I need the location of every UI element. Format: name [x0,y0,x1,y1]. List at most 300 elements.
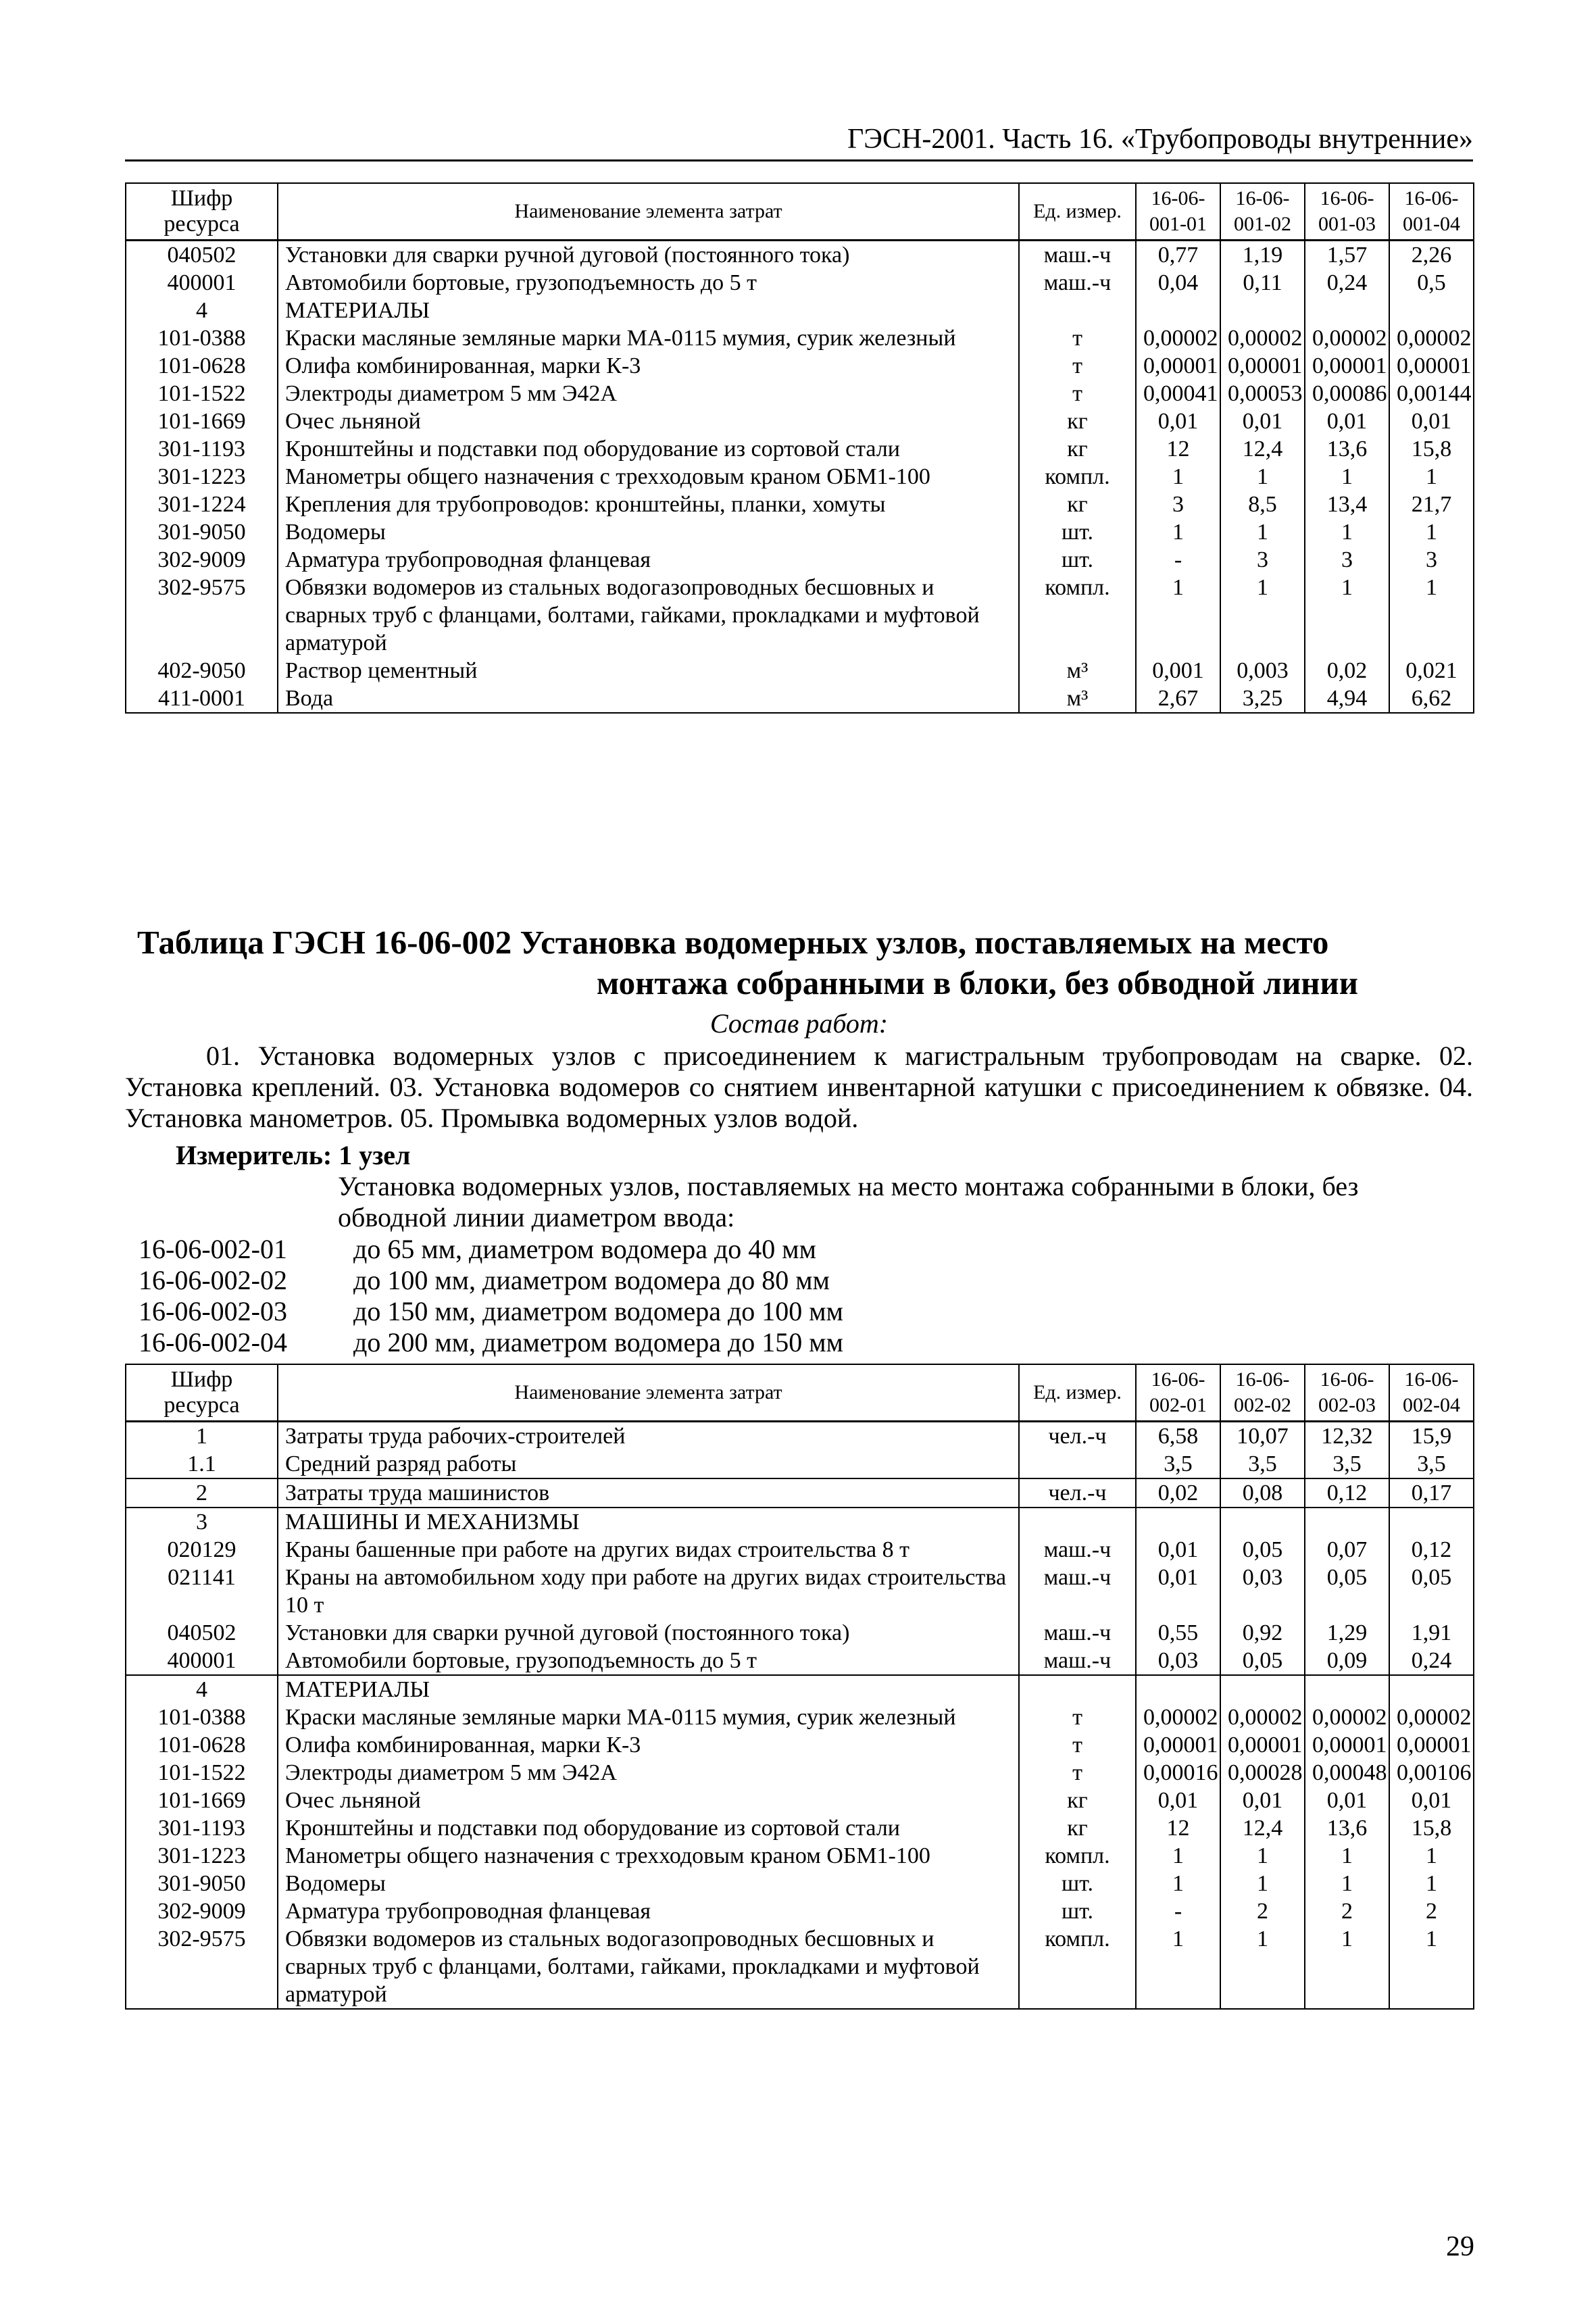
norm-value: 0,77 [1136,241,1220,270]
unit-of-measure: компл. [1019,463,1136,491]
norm-value: 0,03 [1136,1647,1220,1675]
table-row [126,1450,1474,1478]
table-row [126,1703,1474,1731]
cost-element-name: Установки для сварки ручной дуговой (постоянного тока) [278,241,1019,270]
table-row [126,352,1474,380]
norm-value: 0,00001 [1136,1731,1220,1759]
norm-value: 1 [1389,1870,1474,1897]
table-row [126,1897,1474,1925]
norm-value: 12 [1136,435,1220,463]
table-row [126,491,1474,518]
unit-of-measure: маш.-ч [1019,269,1136,297]
norm-value [1136,1508,1220,1536]
norm-value: 1,29 [1305,1619,1389,1647]
norm-value [1389,1508,1474,1536]
unit-of-measure: шт. [1019,518,1136,546]
resource-code: 301-1193 [126,435,278,463]
cost-element-name: МАШИНЫ И МЕХАНИЗМЫ [278,1508,1019,1536]
norm-value: 0,00002 [1136,324,1220,352]
works-description: 01. Установка водомерных узлов с присоединением к магистральным трубопроводам на сварке. 02. Установка креплений. 03. Установка водомеров со снятием инвентарной катушки с присоединением к обвязке. 04. Установка манометров. 05. Промывка водомерных узлов водой. [125,1041,1473,1133]
norm-value: 1 [1220,518,1305,546]
cost-element-name: Обвязки водомеров из стальных водогазопроводных бесшовных и сварных труб с фланцами, болтами, гайками, прокладками и муфтовой арматурой [278,1925,1019,2009]
resource-code: 400001 [126,269,278,297]
norm-value [1305,297,1389,324]
variant-text: до 65 мм, диаметром водомера до 40 мм [353,1234,816,1264]
table-row [126,518,1474,546]
norm-value: 0,00001 [1389,1731,1474,1759]
norm-value: 1 [1389,1842,1474,1870]
resource-code: 101-0388 [126,1703,278,1731]
norm-value: 12,32 [1305,1422,1389,1451]
table-row [126,269,1474,297]
unit-of-measure: т [1019,1731,1136,1759]
norm-value: 0,00001 [1220,352,1305,380]
table-row [126,435,1474,463]
norm-value: 1 [1305,1870,1389,1897]
norm-value: 0,09 [1305,1647,1389,1675]
unit-of-measure [1019,1508,1136,1536]
header-col-4: 16-06-001-04 [1389,183,1474,241]
norm-value: 1 [1305,574,1389,657]
norm-value: 21,7 [1389,491,1474,518]
norm-value: 0,00053 [1220,380,1305,407]
norm-value: 0,01 [1305,1787,1389,1814]
norm-value: 0,12 [1389,1536,1474,1564]
norm-value: 0,00144 [1389,380,1474,407]
table-row [126,684,1474,713]
variant-item [139,1234,816,1265]
section-row [126,297,1474,324]
table-row [126,1925,1474,2009]
norm-value: 13,4 [1305,491,1389,518]
section-row [126,1675,1474,1703]
table-row [126,380,1474,407]
unit-of-measure: т [1019,324,1136,352]
unit-of-measure: маш.-ч [1019,1647,1136,1675]
norm-value: 0,00001 [1305,1731,1389,1759]
norm-value: 0,03 [1220,1564,1305,1619]
norm-value [1389,297,1474,324]
norm-value [1220,297,1305,324]
norm-value: 12 [1136,1814,1220,1842]
table-row [126,407,1474,435]
resource-code: 101-1522 [126,380,278,407]
table-row [126,1478,1474,1508]
norm-value: 0,00002 [1389,324,1474,352]
norm-value [1305,1508,1389,1536]
cost-element-name: Затраты труда рабочих-строителей [278,1422,1019,1451]
works-caption: Состав работ: [709,1008,889,1039]
table-row [126,241,1474,270]
header-unit: Ед. измер. [1019,183,1136,241]
variant-item [139,1327,843,1358]
cost-element-name: Арматура трубопроводная фланцевая [278,546,1019,574]
resource-code: 040502 [126,1619,278,1647]
unit-of-measure: кг [1019,407,1136,435]
unit-of-measure: м³ [1019,657,1136,684]
norm-value: 1 [1136,1870,1220,1897]
unit-of-measure: маш.-ч [1019,1619,1136,1647]
resource-code: 101-0628 [126,352,278,380]
cost-element-name: Очес льняной [278,407,1019,435]
resource-code: 101-0628 [126,1731,278,1759]
norm-value: 1 [1305,518,1389,546]
table-row [126,1842,1474,1870]
header-rule [125,159,1473,161]
norm-value: 3 [1389,546,1474,574]
norm-value: 3,5 [1220,1450,1305,1478]
cost-element-name: Кронштейны и подставки под оборудование из сортовой стали [278,435,1019,463]
table-row [126,463,1474,491]
table-row [126,324,1474,352]
unit-of-measure: маш.-ч [1019,241,1136,270]
cost-element-name: Раствор цементный [278,657,1019,684]
cost-element-name: Очес льняной [278,1787,1019,1814]
cost-element-name: Водомеры [278,1870,1019,1897]
norm-value: 1 [1220,463,1305,491]
norm-value: 12,4 [1220,435,1305,463]
norm-value: 0,01 [1136,407,1220,435]
header-col-2: 16-06-002-02 [1220,1364,1305,1422]
table-row [126,1814,1474,1842]
cost-element-name: МАТЕРИАЛЫ [278,1675,1019,1703]
norm-value: 1 [1389,518,1474,546]
cost-element-name: Вода [278,684,1019,713]
norm-value: 0,5 [1389,269,1474,297]
norm-value: 1,19 [1220,241,1305,270]
norm-value: 0,00028 [1220,1759,1305,1787]
unit-of-measure: маш.-ч [1019,1536,1136,1564]
resource-code: 301-9050 [126,518,278,546]
norm-value: 0,00002 [1220,324,1305,352]
norm-value: 0,00002 [1136,1703,1220,1731]
unit-of-measure: кг [1019,1787,1136,1814]
norm-value: 0,02 [1305,657,1389,684]
resource-code: 301-9050 [126,1870,278,1897]
page-header: ГЭСН-2001. Часть 16. «Трубопроводы внутренние» [847,124,1473,155]
norm-value: 1 [1136,1925,1220,2009]
cost-element-name: Автомобили бортовые, грузоподъемность до 5 т [278,1647,1019,1675]
norm-value: 1,91 [1389,1619,1474,1647]
resource-code: 1.1 [126,1450,278,1478]
norm-value: 0,01 [1305,407,1389,435]
unit-of-measure: м³ [1019,684,1136,713]
variant-code: 16-06-002-04 [139,1327,287,1358]
cost-element-name: Автомобили бортовые, грузоподъемность до 5 т [278,269,1019,297]
norm-value: 12,4 [1220,1814,1305,1842]
norm-value: 0,17 [1389,1478,1474,1508]
header-code: Шифр ресурса [126,1364,278,1422]
norm-value: 0,05 [1305,1564,1389,1619]
norm-value: 1 [1305,1925,1389,2009]
resource-code: 302-9009 [126,546,278,574]
norm-value: 0,00086 [1305,380,1389,407]
table-row [126,1870,1474,1897]
variant-text: до 100 мм, диаметром водомера до 80 мм [353,1265,830,1295]
header-col-2: 16-06-001-02 [1220,183,1305,241]
norm-value: 3,25 [1220,684,1305,713]
table-title [125,922,1473,1003]
norm-value: 0,07 [1305,1536,1389,1564]
resource-code: 402-9050 [126,657,278,684]
table-row [126,657,1474,684]
norm-value: - [1136,1897,1220,1925]
measure-unit: Измеритель: 1 узел [176,1140,411,1170]
header-col-3: 16-06-002-03 [1305,1364,1389,1422]
norm-value: 0,00041 [1136,380,1220,407]
resource-code: 3 [126,1508,278,1536]
cost-element-name: Краны на автомобильном ходу при работе на других видах строительства 10 т [278,1564,1019,1619]
unit-of-measure: компл. [1019,1842,1136,1870]
header-name: Наименование элемента затрат [278,1364,1019,1422]
header-col-1: 16-06-001-01 [1136,183,1220,241]
norm-value: 8,5 [1220,491,1305,518]
norm-value: 3 [1305,546,1389,574]
cost-element-name: Водомеры [278,518,1019,546]
page-number: 29 [1446,2231,1474,2262]
header-unit: Ед. измер. [1019,1364,1136,1422]
norm-value: 1,57 [1305,241,1389,270]
resource-code: 400001 [126,1647,278,1675]
norm-value: 10,07 [1220,1422,1305,1451]
norm-value: 2 [1389,1897,1474,1925]
norm-value: 0,12 [1305,1478,1389,1508]
norm-value: 15,8 [1389,1814,1474,1842]
norm-value [1305,1675,1389,1703]
header-col-3: 16-06-001-03 [1305,183,1389,241]
norm-value: 0,08 [1220,1478,1305,1508]
norm-value: 0,01 [1136,1787,1220,1814]
norm-value: 3,5 [1305,1450,1389,1478]
norm-value: 2 [1220,1897,1305,1925]
norm-value: 0,05 [1220,1536,1305,1564]
norm-value: 0,001 [1136,657,1220,684]
cost-element-name: Крепления для трубопроводов: кронштейны, планки, хомуты [278,491,1019,518]
resource-code: 101-1669 [126,407,278,435]
table-row [126,546,1474,574]
resource-code: 301-1223 [126,1842,278,1870]
unit-of-measure: чел.-ч [1019,1478,1136,1508]
norm-value: 6,58 [1136,1422,1220,1451]
header-col-4: 16-06-002-04 [1389,1364,1474,1422]
norm-value: 0,00002 [1305,324,1389,352]
unit-of-measure: компл. [1019,1925,1136,2009]
norm-value: - [1136,546,1220,574]
norm-value: 3,5 [1389,1450,1474,1478]
table-row [126,1536,1474,1564]
unit-of-measure: чел.-ч [1019,1422,1136,1451]
norm-value: 0,92 [1220,1619,1305,1647]
cost-element-name: Кронштейны и подставки под оборудование из сортовой стали [278,1814,1019,1842]
unit-of-measure: компл. [1019,574,1136,657]
variant-item [139,1265,830,1296]
norm-value: 15,9 [1389,1422,1474,1451]
cost-element-name: Манометры общего назначения с трехходовым краном ОБМ1-100 [278,1842,1019,1870]
cost-element-name: Затраты труда машинистов [278,1478,1019,1508]
variant-text: до 200 мм, диаметром водомера до 150 мм [353,1327,843,1358]
table-row [126,574,1474,657]
norm-value: 0,55 [1136,1619,1220,1647]
variant-code: 16-06-002-01 [139,1234,287,1264]
norm-value: 15,8 [1389,435,1474,463]
norm-value: 0,00001 [1220,1731,1305,1759]
norm-value: 0,01 [1220,1787,1305,1814]
unit-of-measure: шт. [1019,1897,1136,1925]
cost-element-name: МАТЕРИАЛЫ [278,297,1019,324]
cost-element-name: Установки для сварки ручной дуговой (постоянного тока) [278,1619,1019,1647]
variant-code: 16-06-002-02 [139,1265,287,1295]
table-header-row [126,1364,1474,1422]
resource-code: 301-1223 [126,463,278,491]
unit-of-measure: кг [1019,435,1136,463]
norm-value: 1 [1389,463,1474,491]
norm-value [1136,297,1220,324]
norm-value: 1 [1305,1842,1389,1870]
norm-value: 0,01 [1220,407,1305,435]
norm-value: 0,00002 [1305,1703,1389,1731]
table-row [126,1422,1474,1451]
norm-value: 0,11 [1220,269,1305,297]
unit-of-measure: кг [1019,1814,1136,1842]
unit-of-measure [1019,1450,1136,1478]
norm-value: 1 [1220,1925,1305,2009]
norm-value: 0,01 [1136,1564,1220,1619]
cost-element-name: Арматура трубопроводная фланцевая [278,1897,1019,1925]
variant-text: до 150 мм, диаметром водомера до 100 мм [353,1296,843,1326]
norm-value: 2 [1305,1897,1389,1925]
unit-of-measure [1019,297,1136,324]
norm-value: 0,04 [1136,269,1220,297]
cost-element-name: Краны башенные при работе на других видах строительства 8 т [278,1536,1019,1564]
norm-value: 1 [1136,574,1220,657]
norm-value: 0,00048 [1305,1759,1389,1787]
variants-intro: Установка водомерных узлов, поставляемых на место монтажа собранными в блоки, без обводной линии диаметром ввода: [338,1171,1359,1233]
norm-value: 1 [1389,1925,1474,2009]
resource-code: 2 [126,1478,278,1508]
resource-code: 020129 [126,1536,278,1564]
norm-value: 0,021 [1389,657,1474,684]
norm-value: 4,94 [1305,684,1389,713]
resource-code: 4 [126,1675,278,1703]
norm-value: 1 [1220,1842,1305,1870]
table-title-line-2: монтажа собранными в блоки, без обводной линии [596,964,1358,1001]
resource-code: 101-1522 [126,1759,278,1787]
resource-code: 101-1669 [126,1787,278,1814]
table-row [126,1731,1474,1759]
norm-value: 13,6 [1305,435,1389,463]
header-col-1: 16-06-002-01 [1136,1364,1220,1422]
table-row [126,1619,1474,1647]
resource-code: 302-9009 [126,1897,278,1925]
norm-value: 0,003 [1220,657,1305,684]
norm-value [1220,1508,1305,1536]
resource-table-2 [125,1364,1474,2010]
norm-value: 1 [1389,574,1474,657]
unit-of-measure: маш.-ч [1019,1564,1136,1619]
cost-element-name: Электроды диаметром 5 мм Э42А [278,380,1019,407]
norm-value: 13,6 [1305,1814,1389,1842]
norm-value: 0,24 [1305,269,1389,297]
unit-of-measure: т [1019,1759,1136,1787]
norm-value: 3 [1220,546,1305,574]
unit-of-measure: шт. [1019,546,1136,574]
resource-code: 040502 [126,241,278,270]
norm-value: 3,5 [1136,1450,1220,1478]
norm-value: 3 [1136,491,1220,518]
norm-value: 1 [1136,518,1220,546]
table-row [126,1787,1474,1814]
cost-element-name: Олифа комбинированная, марки К-3 [278,1731,1019,1759]
table-title-line-1: Таблица ГЭСН 16-06-002 Установка водомерных узлов, поставляемых на место [137,924,1329,961]
cost-element-name: Манометры общего назначения с трехходовым краном ОБМ1-100 [278,463,1019,491]
norm-value: 2,67 [1136,684,1220,713]
norm-value: 2,26 [1389,241,1474,270]
norm-value: 0,05 [1220,1647,1305,1675]
unit-of-measure: кг [1019,491,1136,518]
norm-value: 6,62 [1389,684,1474,713]
norm-value: 0,01 [1389,407,1474,435]
resource-code: 101-0388 [126,324,278,352]
header-code: Шифр ресурса [126,183,278,241]
resource-code: 411-0001 [126,684,278,713]
norm-value [1389,1675,1474,1703]
norm-value: 1 [1220,1870,1305,1897]
unit-of-measure [1019,1675,1136,1703]
norm-value: 0,01 [1136,1536,1220,1564]
norm-value: 0,00106 [1389,1759,1474,1787]
resource-code: 301-1193 [126,1814,278,1842]
norm-value: 1 [1136,463,1220,491]
table-row [126,1564,1474,1619]
table-header-row [126,183,1474,241]
norm-value: 0,00002 [1389,1703,1474,1731]
section-row [126,1508,1474,1536]
norm-value: 0,00001 [1305,352,1389,380]
header-name: Наименование элемента затрат [278,183,1019,241]
norm-value: 0,24 [1389,1647,1474,1675]
variant-item [139,1296,843,1327]
norm-value [1220,1675,1305,1703]
norm-value: 0,00001 [1136,352,1220,380]
norm-value: 1 [1220,574,1305,657]
norm-value: 1 [1136,1842,1220,1870]
resource-code: 021141 [126,1564,278,1619]
unit-of-measure: т [1019,352,1136,380]
resource-code: 301-1224 [126,491,278,518]
cost-element-name: Обвязки водомеров из стальных водогазопроводных бесшовных и сварных труб с фланцами, болтами, гайками, прокладками и муфтовой арматурой [278,574,1019,657]
cost-element-name: Средний разряд работы [278,1450,1019,1478]
norm-value: 1 [1305,463,1389,491]
variant-code: 16-06-002-03 [139,1296,287,1326]
norm-value: 0,00002 [1220,1703,1305,1731]
norm-value: 0,00001 [1389,352,1474,380]
norm-value: 0,05 [1389,1564,1474,1619]
cost-element-name: Электроды диаметром 5 мм Э42А [278,1759,1019,1787]
resource-table-1 [125,182,1474,714]
resource-code: 4 [126,297,278,324]
cost-element-name: Краски масляные земляные марки МА-0115 мумия, сурик железный [278,324,1019,352]
unit-of-measure: шт. [1019,1870,1136,1897]
resource-code: 302-9575 [126,574,278,657]
cost-element-name: Олифа комбинированная, марки К-3 [278,352,1019,380]
norm-value: 0,01 [1389,1787,1474,1814]
unit-of-measure: т [1019,380,1136,407]
resource-code: 1 [126,1422,278,1451]
norm-value: 0,02 [1136,1478,1220,1508]
cost-element-name: Краски масляные земляные марки МА-0115 мумия, сурик железный [278,1703,1019,1731]
norm-value [1136,1675,1220,1703]
unit-of-measure: т [1019,1703,1136,1731]
